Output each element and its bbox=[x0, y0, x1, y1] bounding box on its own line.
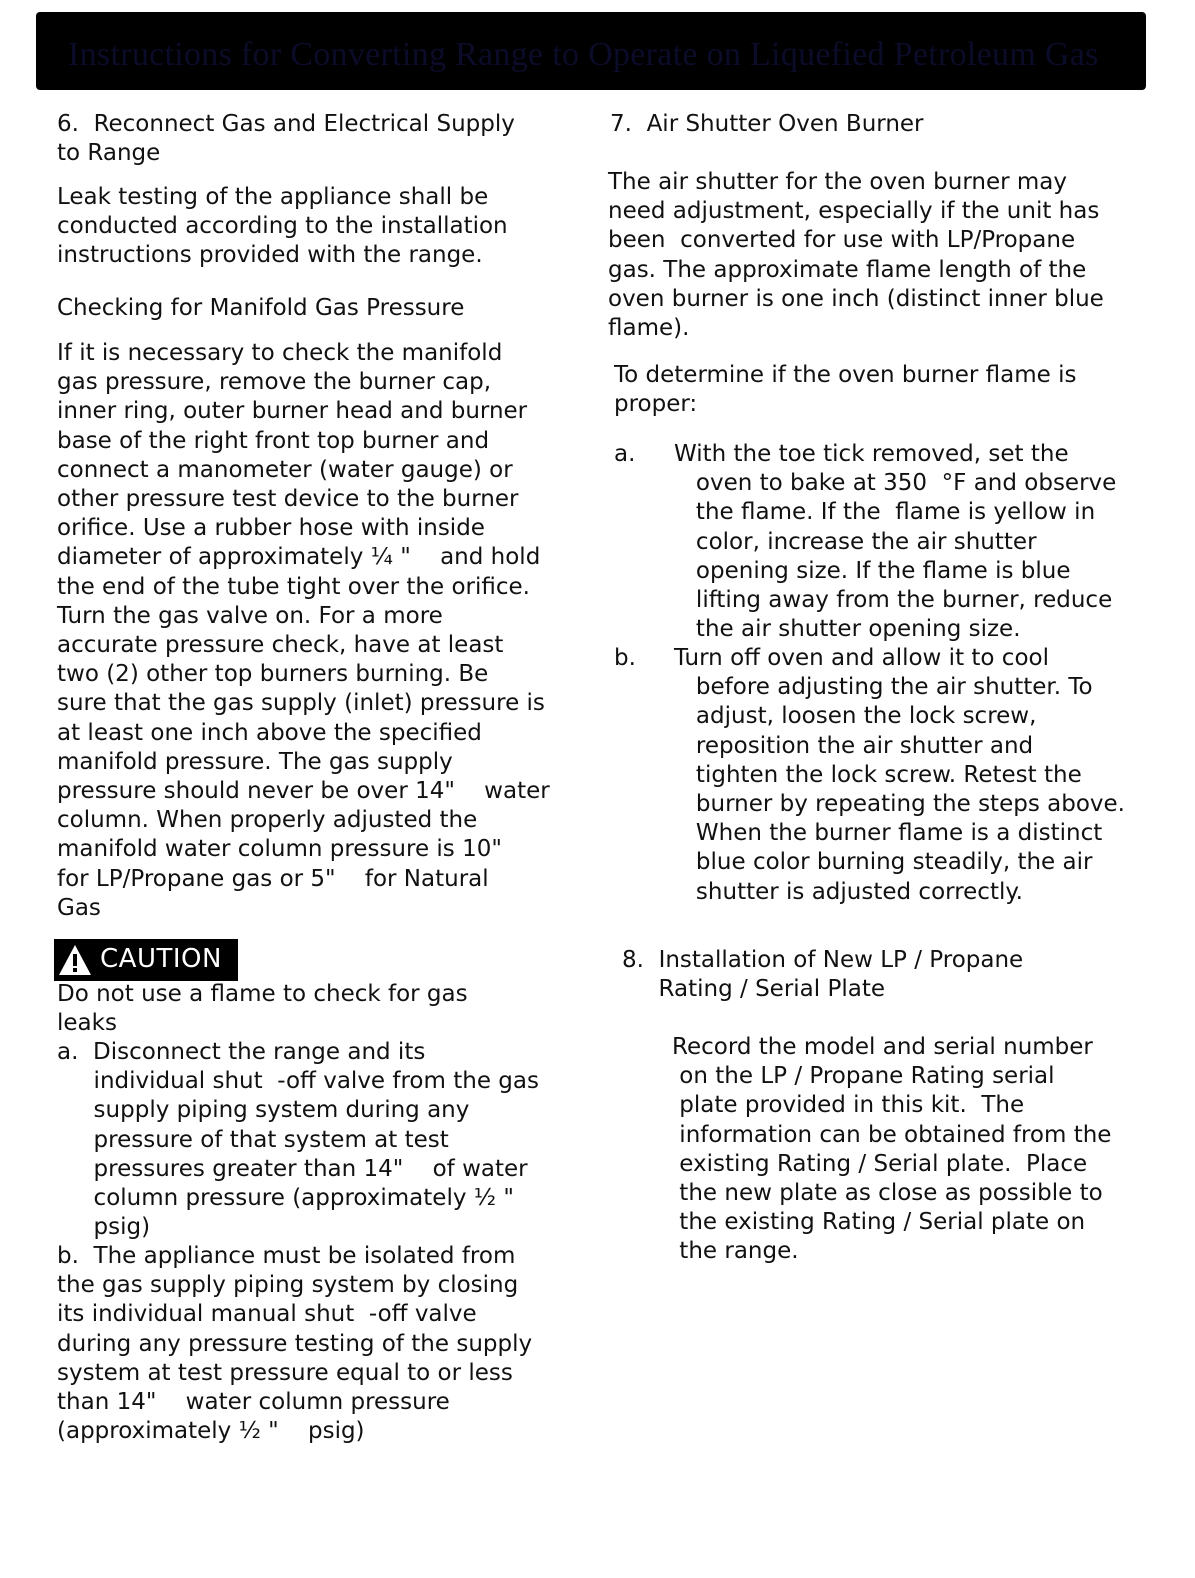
caution-label: CAUTION bbox=[100, 944, 222, 975]
manifold-pressure-paragraph: If it is necessary to check the manifold gas pressure, remove the burner cap, inner ring, outer burner head and burner base of the right front top burner and connect a manometer (water gauge) or other pressure test device to the burner orifice. Use a rubber hose with inside diameter of approximately ¼ " and hold the end of the tube tight over the orifice. Turn the gas valve on. For a more accurate pressure check, have at least two (2) other top burners burning. Be sure that the gas supply (inlet) pressure is at least one inch above the specified manifold pressure. The gas supply pressure should never be over 14" water column. When properly adjusted the manifold water column pressure is 10" for LP/Propane gas or 5" for Natural Gas bbox=[57, 340, 550, 921]
section-8-paragraph: Record the model and serial number on the LP / Propane Rating serial plate provided in this kit. The information can be obtained from the existing Rating / Serial plate. Place the new plate as close as possible to the existing Rating / Serial plate on the range. bbox=[672, 1034, 1112, 1265]
page-title: Instructions for Converting Range to Operate on Liquefied Petroleum Gas bbox=[68, 36, 1099, 73]
section-7-title: 7. Air Shutter Oven Burner bbox=[610, 111, 924, 137]
determine-flame-paragraph: To determine if the oven burner flame is proper: bbox=[614, 362, 1077, 418]
step-a-text: With the toe tick removed, set the oven to bake at 350 °F and observe the flame. If the flame is yellow in color, increase the air shutter opening size. If the flame is blue lifting away from the burner, reduce the air shutter opening size. bbox=[674, 441, 1117, 643]
caution-text: Do not use a flame to check for gas leaks bbox=[57, 981, 468, 1037]
caution-item-b: b. The appliance must be isolated from the gas supply piping system by closing its individual manual shut -off valve during any pressure testing of the supply system at test pressure equal to or less than 14" water column pressure (approximately ½ " psig) bbox=[57, 1243, 533, 1445]
air-shutter-paragraph: The air shutter for the oven burner may need adjustment, especially if the unit has been converted for use with LP/Propane gas. The approximate flame length of the oven burner is one inch (distinct inner blue flame). bbox=[608, 169, 1104, 342]
caution-item-a: a. Disconnect the range and its individual shut -off valve from the gas supply piping system during any pressure of that system at test pressures greater than 14" of water column pressure (approximately ½ " psig) bbox=[57, 1039, 539, 1241]
header-bar bbox=[36, 12, 1146, 90]
leak-testing-paragraph: Leak testing of the appliance shall be conducted according to the installation instructions provided with the range. bbox=[57, 184, 508, 269]
section-6-title: 6. Reconnect Gas and Electrical Supply to Range bbox=[57, 111, 515, 167]
step-a-marker: a. bbox=[614, 441, 636, 467]
section-8-title: 8. Installation of New LP / Propane Rating / Serial Plate bbox=[622, 947, 1024, 1003]
step-b-marker: b. bbox=[614, 645, 636, 671]
caution-badge bbox=[54, 939, 238, 981]
step-b-text: Turn off oven and allow it to cool before adjusting the air shutter. To adjust, loosen the lock screw, reposition the air shutter and tighten the lock screw. Retest the burner by repeating the steps above. When the burner flame is a distinct blue color burning steadily, the air shutter is adjusted correctly. bbox=[674, 645, 1125, 905]
warning-triangle-icon bbox=[58, 943, 92, 977]
manifold-pressure-heading: Checking for Manifold Gas Pressure bbox=[57, 295, 465, 321]
